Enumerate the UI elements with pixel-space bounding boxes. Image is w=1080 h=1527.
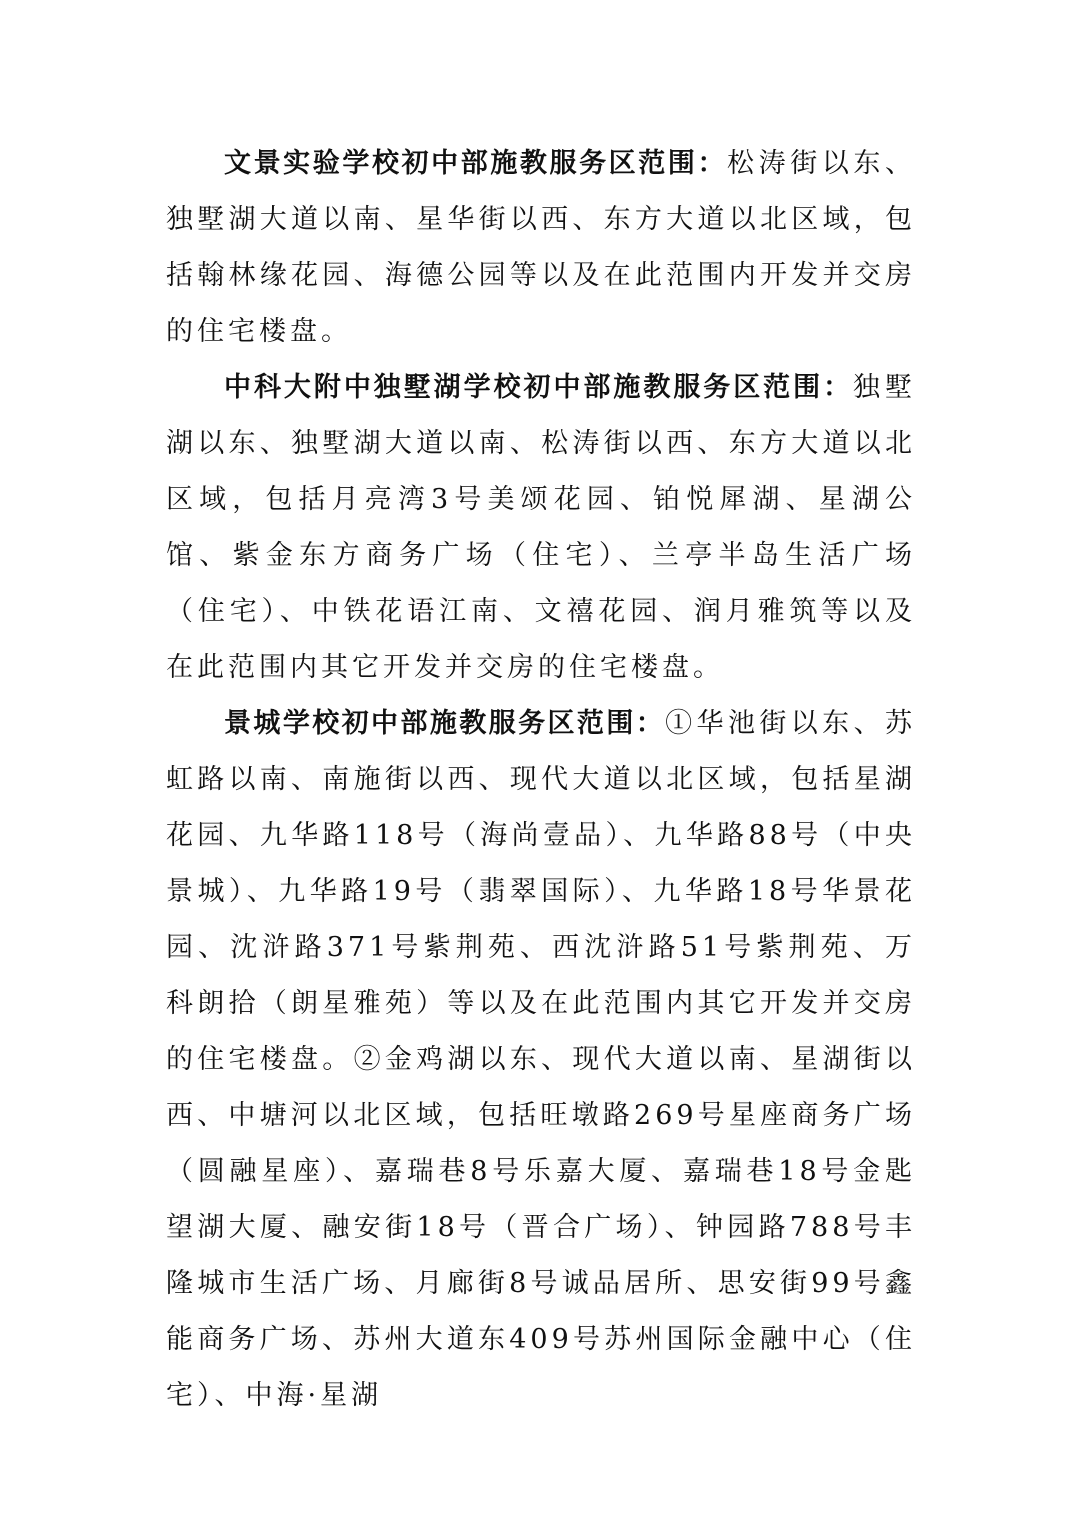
paragraph-jingcheng [166, 696, 916, 1424]
paragraph-zhongkeda [166, 360, 916, 696]
section-text: 松涛街以东、独墅湖大道以南、星华街以西、东方大道以北区域，包括翰林缘花园、海德公园等以及在此范围内开发并交房的住宅楼盘。 [166, 148, 917, 347]
paragraph-wenjing [166, 136, 916, 360]
section-heading: 景城学校初中部施教服务区范围： [224, 708, 666, 739]
section-heading: 文景实验学校初中部施教服务区范围： [224, 148, 728, 179]
section-text: ①华池街以东、苏虹路以南、南施街以西、现代大道以北区域，包括星湖花园、九华路118号（海尚壹品）、九华路88号（中央景城）、九华路19号（翡翠国际）、九华路18号华景花园、沈浒路371号紫荆苑、西沈浒路51号紫荆苑、万科朗拾（朗星雅苑）等以及在此范围内其它开发并交房的住宅楼盘。②金鸡湖以东、现代大道以南、星湖街以西、中塘河以北区域，包括旺墩路269号星座商务广场（圆融星座）、嘉瑞巷8号乐嘉大厦、嘉瑞巷18号金匙望湖大厦、融安街18号（晋合广场）、钟园路788号丰隆城市生活广场、月廊街8号诚品居所、思安街99号鑫能商务广场、苏州大道东409号苏州国际金融中心（住宅）、中海·星湖 [166, 708, 917, 1411]
section-heading: 中科大附中独墅湖学校初中部施教服务区范围： [224, 372, 854, 403]
section-text: 独墅湖以东、独墅湖大道以南、松涛街以西、东方大道以北区域，包括月亮湾3号美颂花园、铂悦犀湖、星湖公馆、紫金东方商务广场（住宅）、兰亭半岛生活广场（住宅）、中铁花语江南、文禧花园、润月雅筑等以及在此范围内其它开发并交房的住宅楼盘。 [166, 372, 917, 683]
document-page [166, 136, 916, 1424]
